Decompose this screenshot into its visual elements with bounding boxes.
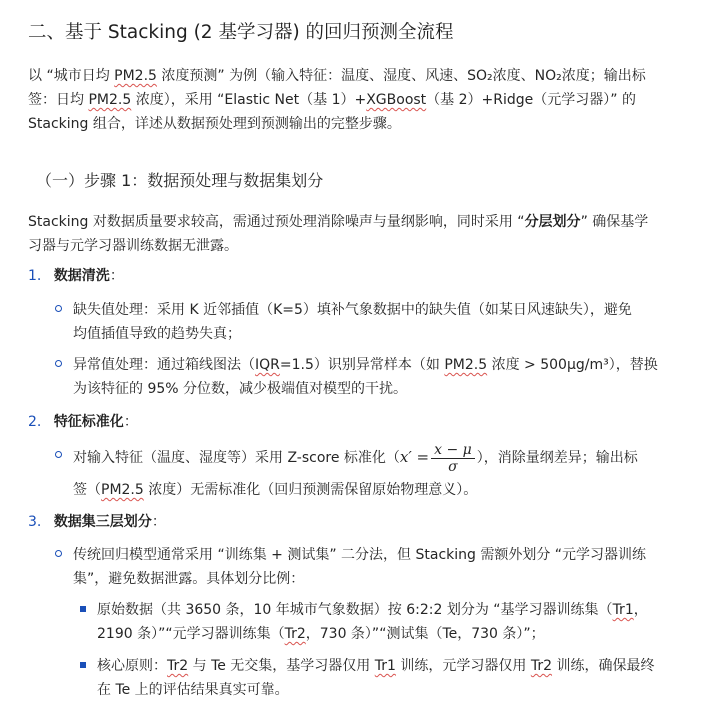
norm-line-1 xyxy=(73,440,638,474)
spellcheck-word: Tr2 xyxy=(530,658,553,674)
text: ： xyxy=(123,414,138,430)
text: 浓度预测” 为例（输入特征：温度、湿度、风速、SO₂浓度、NO₂浓度；输出标 xyxy=(156,68,646,84)
text: 异常值处理：通过箱线图法（ xyxy=(73,357,255,373)
split-intro-line-1: 传统回归模型通常采用 “训练集 + 测试集” 二分法，但 Stacking 需额外划分 “元学习器训练 xyxy=(73,547,647,563)
text: 签（ xyxy=(73,482,101,498)
text: ： xyxy=(151,514,166,530)
text: 与 Te 无交集，基学习器仅用 xyxy=(188,658,375,674)
list-label: 数据清洗 xyxy=(53,268,110,284)
step1-heading: （一）步骤 1：数据预处理与数据集划分 xyxy=(36,171,324,190)
norm-line-2 xyxy=(73,478,477,502)
list-number: 3. xyxy=(28,514,42,530)
list-item-cleaning xyxy=(28,264,124,288)
text: 对输入特征（温度、湿度等）采用 Z-score 标准化（ xyxy=(73,450,400,466)
zscore-fraction xyxy=(431,442,475,475)
section-title: 二、基于 Stacking (2 基学习器) 的回归预测全流程 xyxy=(28,22,454,43)
outlier-line-2: 为该特征的 95% 分位数，减少极端值对模型的干扰。 xyxy=(73,381,408,397)
spellcheck-word: PM2.5 xyxy=(88,92,132,108)
intro-line-2 xyxy=(28,88,636,112)
bullet-circle-icon xyxy=(55,360,62,367)
text: 浓度），采用 “Elastic Net（基 1）+ xyxy=(131,92,367,108)
bold-text: 分层划分 xyxy=(524,214,581,230)
spellcheck-word: Tr2 xyxy=(167,658,189,674)
text: 签：日均 xyxy=(28,92,89,108)
list-item-normalization xyxy=(28,410,138,434)
formula-lhs: x′ = xyxy=(399,448,430,466)
intro-line-1 xyxy=(28,64,646,88)
list-number: 1. xyxy=(28,268,42,284)
raw-line-1 xyxy=(97,598,648,622)
text: 浓度）无需标准化（回归预测需保留原始物理意义）。 xyxy=(143,482,478,498)
text: 训练，确保最终 xyxy=(552,658,655,674)
bullet-square-icon xyxy=(80,606,86,612)
text: ，730 条）”“测试集（Te，730 条）”； xyxy=(305,626,545,642)
text: 训练，元学习器仅用 xyxy=(395,658,531,674)
outlier-line-1 xyxy=(73,353,658,377)
bullet-circle-icon xyxy=(55,451,62,458)
spellcheck-word: XGBoost xyxy=(366,92,427,108)
text: Stacking 对数据质量要求较高，需通过预处理消除噪声与量纲影响，同时采用 “ xyxy=(28,214,525,230)
list-number: 2. xyxy=(28,414,42,430)
text: ” 确保基学 xyxy=(580,214,649,230)
text: ， xyxy=(633,602,648,618)
core-line-2: 在 Te 上的评估结果真实可靠。 xyxy=(97,682,289,698)
text: 核心原则： xyxy=(97,658,167,674)
spellcheck-word: PM2.5 xyxy=(101,482,144,498)
text: ： xyxy=(109,268,124,284)
fraction-denominator: σ xyxy=(448,458,458,475)
missing-line-1: 缺失值处理：采用 K 近邻插值（K=5）填补气象数据中的缺失值（如某日风速缺失），避免 xyxy=(73,302,632,318)
list-item-split xyxy=(28,510,166,534)
spellcheck-word: Tr2 xyxy=(284,626,306,642)
list-label: 数据集三层划分 xyxy=(53,514,152,530)
missing-line-2: 均值插值导致的趋势失真； xyxy=(73,326,241,342)
spellcheck-word: PM2.5 xyxy=(114,68,157,84)
bullet-circle-icon xyxy=(55,550,62,557)
text: 原始数据（共 3650 条，10 年城市气象数据）按 6:2:2 划分为 “基学习器训练集（ xyxy=(97,602,613,618)
step1-intro-line-2: 习器与元学习器训练数据无泄露。 xyxy=(28,238,238,254)
core-line-1 xyxy=(97,654,654,678)
text: 2190 条）”“元学习器训练集（ xyxy=(97,626,285,642)
text: 以 “城市日均 xyxy=(28,68,115,84)
intro-line-3: Stacking 组合，详述从数据预处理到预测输出的完整步骤。 xyxy=(28,116,401,132)
text: ），消除量纲差异；输出标 xyxy=(476,450,638,466)
text: =1.5）识别异常样本（如 xyxy=(279,357,445,373)
step1-intro-line-1 xyxy=(28,210,648,234)
split-intro-line-2: 集”，避免数据泄露。具体划分比例： xyxy=(73,571,305,587)
text: 浓度 > 500μg/m³），替换 xyxy=(487,357,658,373)
raw-line-2 xyxy=(97,622,545,646)
spellcheck-word: Tr1 xyxy=(374,658,396,674)
list-label: 特征标准化 xyxy=(53,414,124,430)
bullet-square-icon xyxy=(80,662,86,668)
spellcheck-word: PM2.5 xyxy=(444,357,488,373)
spellcheck-word: IQR xyxy=(255,357,280,373)
bullet-circle-icon xyxy=(55,305,62,312)
spellcheck-word: Tr1 xyxy=(612,602,634,618)
text: （基 2）+Ridge（元学习器）” 的 xyxy=(426,92,636,108)
fraction-numerator: x − μ xyxy=(431,442,475,459)
